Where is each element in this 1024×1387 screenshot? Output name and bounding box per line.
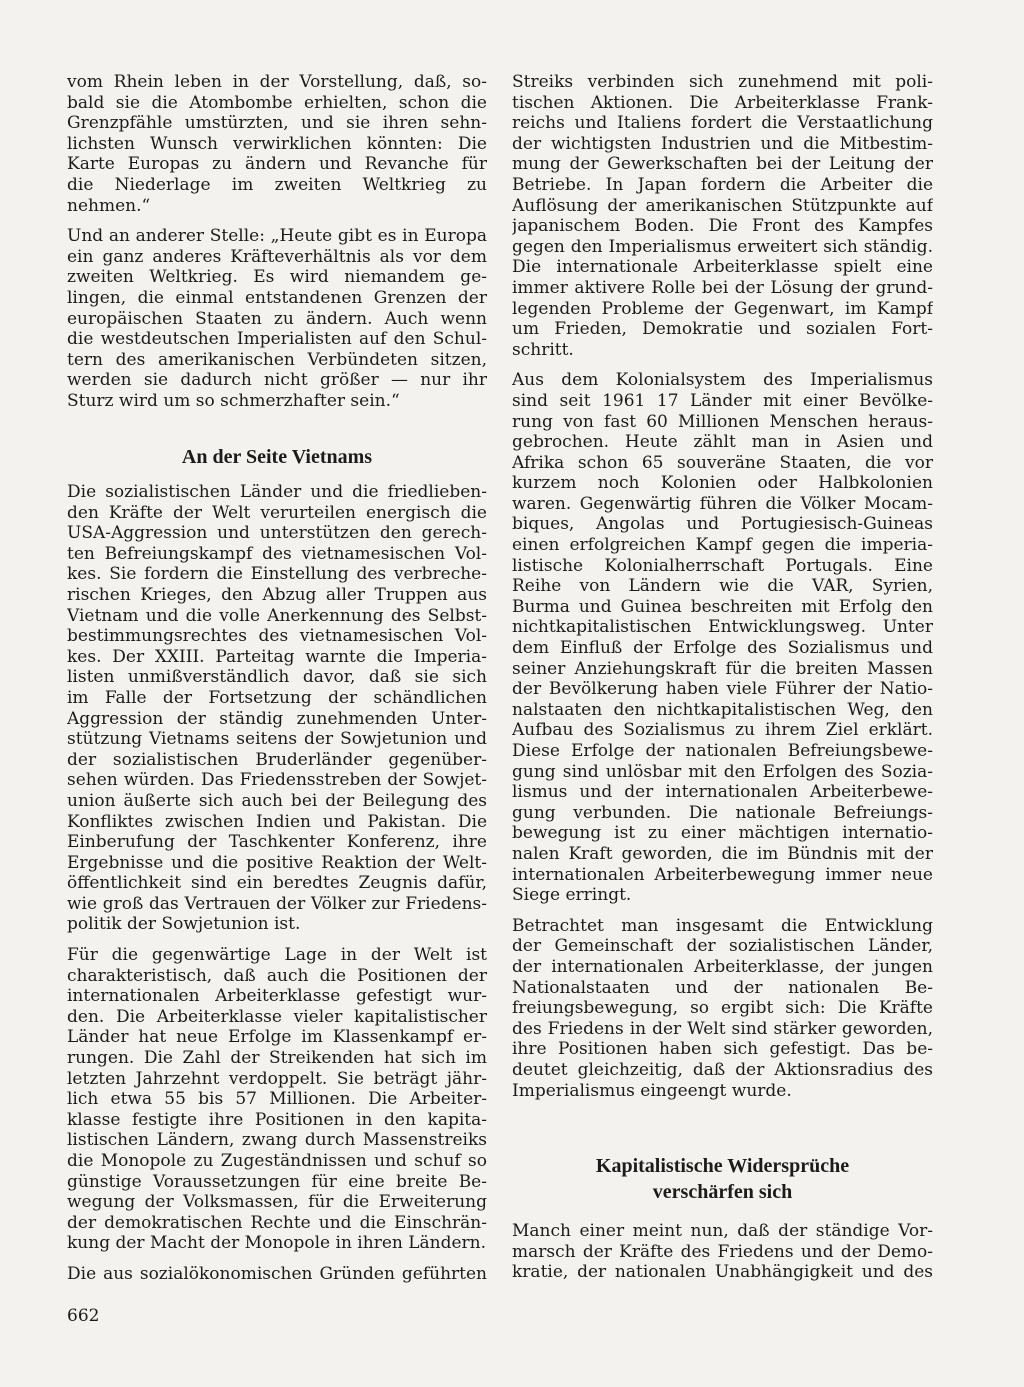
text-line: sehen würden. Das Friedensstreben der Sowjet- [67,770,487,791]
text-line: union äußerte sich auch bei der Beilegung des [67,790,487,811]
text-line: wegung der Volksmassen, für die Erweiterung [67,1192,487,1213]
paragraph [512,370,933,905]
text-line: schritt. [512,339,574,360]
text-line: kung der Macht der Monopole in ihren Ländern. [67,1233,487,1254]
text-line: Einberufung der Taschkenter Konferenz, ihre [67,832,487,853]
text-line: Die sozialistischen Länder und die friedlieben- [67,482,487,502]
text-line: letzten Jahrzehnt verdoppelt. Sie beträgt jähr- [67,1068,487,1089]
text-line: ihre Positionen haben sich gefestigt. Das be- [512,1039,933,1060]
text-line: Siege erringt. [512,885,632,906]
text-line: Die aus sozialökonomischen Gründen geführten [67,1263,487,1284]
text-line: ten Befreiungskampf des vietnamesischen Vol- [67,543,487,564]
text-line: rung von fast 60 Millionen Menschen heraus- [512,411,933,432]
text-line: wie groß das Vertrauen der Völker zur Friedens- [67,893,487,914]
text-line: ein ganz anderes Kräfteverhältnis als vor dem [67,246,487,267]
paragraph [512,72,933,360]
text-line: lingen, die einmal entstandenen Grenzen der [67,287,487,308]
text-line: nalen Kraft geworden, die im Bündnis mit der [512,843,933,864]
text-line: Auflösung der amerikanischen Stützpunkte auf [512,195,933,216]
section-heading: An der Seite Vietnams [181,446,373,468]
text-line: mung der Gewerkschaften bei der Leitung der [512,154,933,175]
text-line: Länder hat neue Erfolge im Klassenkampf er- [67,1027,487,1048]
text-line: der Gemeinschaft der sozialistischen Länder, [512,936,933,957]
text-line: Die internationale Arbeiterklasse spielt eine [512,257,933,278]
text-line: der sozialistischen Bruderländer gegenüber- [67,749,487,770]
text-line: nichtkapitalistischen Entwicklungsweg. Unter [512,617,933,638]
text-line: Karte Europas zu ändern und Revanche für [67,154,487,175]
text-line: die Monopole zu Zugeständnissen und schuf so [67,1151,487,1171]
section-heading-line: Kapitalistische Widersprüche [595,1155,850,1177]
section-heading-line: verschärfen sich [652,1181,793,1203]
text-line: bewegung ist zu einer mächtigen internatio- [512,823,933,844]
paragraph [67,945,487,1254]
text-line: USA-Aggression und unterstützen den gerech- [67,523,487,544]
text-line: sind seit 1961 17 Länder mit einer Bevölke- [512,390,933,411]
text-line: Für die gegenwärtige Lage in der Welt ist [67,945,487,966]
text-line: den. Die Arbeiterklasse vieler kapitalistischer [67,1006,487,1027]
text-line: politik der Sowjetunion ist. [67,914,301,935]
text-line: vom Rhein leben in der Vorstellung, daß, so- [67,72,487,92]
text-line: Konfliktes zwischen Indien und Pakistan. Die [67,811,487,832]
section-heading [512,1153,933,1205]
text-line: dem Einfluß der Erfolge des Sozialismus und [512,638,933,659]
page-number: 662 [67,1306,100,1326]
text-line: werden sie dadurch nicht größer — nur ihr [67,370,487,391]
text-line: Streiks verbinden sich zunehmend mit poli- [512,72,933,92]
text-line: listen unmißverständlich davor, daß sie sich [67,667,487,688]
text-line: gung verbunden. Die nationale Befreiungs- [512,802,933,823]
text-line: Ergebnisse und die positive Reaktion der Welt- [67,852,487,873]
text-line: öffentlichkeit sind ein beredtes Zeugnis dafür, [67,873,487,894]
text-line: die Niederlage im zweiten Weltkrieg zu [67,174,487,195]
text-line: europäischen Staaten zu ändern. Auch wenn [67,308,487,329]
text-line: stützung Vietnams seitens der Sowjetunion und [67,729,487,750]
text-line: lich etwa 55 bis 57 Millionen. Die Arbeiter- [67,1089,487,1110]
text-line: um Frieden, Demokratie und sozialen Fort- [512,319,933,340]
text-line: Vietnam und die volle Anerkennung des Selbst- [67,605,487,626]
text-line: Diese Erfolge der nationalen Befreiungsbewe- [512,741,933,761]
text-line: Aufbau des Sozialismus zu ihrem Ziel erklärt. [512,720,933,741]
text-line: Imperialismus eingeengt wurde. [512,1080,792,1101]
text-line: biques, Angolas und Portugiesisch-Guineas [512,514,933,535]
text-line: der wichtigsten Industrien und die Mitbestim- [512,133,933,154]
text-line: reichs und Italiens fordert die Verstaatlichung [512,113,933,134]
text-line: die westdeutschen Imperialisten auf den Schul- [67,329,487,350]
text-line: im Falle der Fortsetzung der schändlichen [67,687,487,708]
text-line: gegen den Imperialismus erweitert sich ständig. [512,236,933,257]
text-line: Grenzpfähle umstürzten, und sie ihren sehn- [67,113,487,134]
text-line: Aus dem Kolonialsystem des Imperialismus [512,370,933,391]
text-line: rungen. Die Zahl der Streikenden hat sich im [67,1048,487,1069]
text-line: waren. Gegenwärtig führen die Völker Mocam- [512,493,933,514]
text-line: legenden Probleme der Gegenwart, im Kampf [512,298,933,319]
text-line: den Kräfte der Welt verurteilen energisch die [67,502,487,523]
text-line: freiungsbewegung, so ergibt sich: Die Kräfte [512,998,933,1019]
left-column [67,72,487,422]
text-line: Und an anderer Stelle: „Heute gibt es in Europa [67,226,487,247]
text-line: Reihe von Ländern wie die VAR, Syrien, [512,576,933,597]
text-line: nalstaaten den nichtkapitalistischen Weg, den [512,699,933,720]
text-line: kratie, der nationalen Unabhängigkeit und des [512,1262,933,1283]
text-line: gung sind unlösbar mit den Erfolgen des Sozia- [512,761,933,782]
text-line: gebrochen. Heute zählt man in Asien und [512,432,933,453]
text-line: bestimmungsrechtes des vietnamesischen Vol- [67,626,487,647]
text-line: Sturz wird um so schmerzhafter sein.“ [67,390,400,411]
right-column-lower [512,1221,933,1293]
text-line: deutet gleichzeitig, daß der Aktionsradius des [512,1059,933,1080]
paragraph [67,72,487,216]
text-line: der Bevölkerung haben viele Führer der Natio- [512,679,933,700]
left-column-lower [67,482,487,1295]
paragraph [67,1264,487,1285]
text-line: charakteristisch, daß auch die Positionen der [67,965,487,986]
paragraph [512,916,933,1101]
text-line: günstige Voraussetzungen für eine breite Be- [67,1171,487,1192]
text-line: lichsten Wunsch verwirklichen könnten: Die [67,133,487,154]
paragraph [67,482,487,935]
paragraph [67,226,487,411]
text-line: Betrachtet man insgesamt die Entwicklung [512,915,933,936]
text-line: Betriebe. In Japan fordern die Arbeiter die [512,174,933,195]
text-line: japanischem Boden. Die Front des Kampfes [512,216,933,237]
text-line: des Friedens in der Welt sind stärker geworden, [512,1018,933,1039]
text-line: marsch der Kräfte des Friedens und der Demo- [512,1241,933,1262]
text-line: rischen Krieges, den Abzug aller Truppen aus [67,584,487,605]
text-line: nehmen.“ [67,195,151,216]
text-line: klasse festigte ihre Positionen in den kapita- [67,1109,487,1130]
text-line: der demokratischen Rechte und die Einschrän- [67,1212,487,1233]
text-line: kes. Der XXIII. Parteitag warnte die Imperia- [67,646,487,667]
text-line: internationalen Arbeiterbewegung immer neue [512,864,933,885]
text-line: tischen Aktionen. Die Arbeiterklasse Frank- [512,92,933,113]
text-line: Manch einer meint nun, daß der ständige Vor- [512,1221,933,1241]
text-line: Aggression der ständig zunehmenden Unter- [67,708,487,729]
text-line: einen erfolgreichen Kampf gegen die imperia- [512,535,933,556]
text-line: seiner Anziehungskraft für die breiten Massen [512,658,933,679]
text-line: Burma und Guinea beschreiten mit Erfolg den [512,596,933,617]
text-line: kurzem noch Kolonien oder Halbkolonien [512,473,933,494]
text-line: listische Kolonialherrschaft Portugals. Eine [512,555,933,576]
text-line: immer aktivere Rolle bei der Lösung der grund- [512,277,933,298]
text-line: internationalen Arbeiterklasse gefestigt wur- [67,986,487,1007]
text-line: Afrika schon 65 souveräne Staaten, die vor [512,452,933,473]
text-line: tern des amerikanischen Verbündeten sitzen, [67,349,487,370]
right-column [512,72,933,1111]
text-line: lismus und der internationalen Arbeiterbewe- [512,782,933,803]
text-line: listischen Ländern, zwang durch Massenstreiks [67,1130,487,1151]
paragraph [512,1221,933,1283]
text-line: kes. Sie fordern die Einstellung des verbreche- [67,564,487,585]
text-line: zweiten Weltkrieg. Es wird niemandem ge- [67,267,487,288]
text-line: bald sie die Atombombe erhielten, schon die [67,92,487,113]
text-line: Nationalstaaten und der nationalen Be- [512,977,933,998]
text-line: der internationalen Arbeiterklasse, der jungen [512,956,933,977]
